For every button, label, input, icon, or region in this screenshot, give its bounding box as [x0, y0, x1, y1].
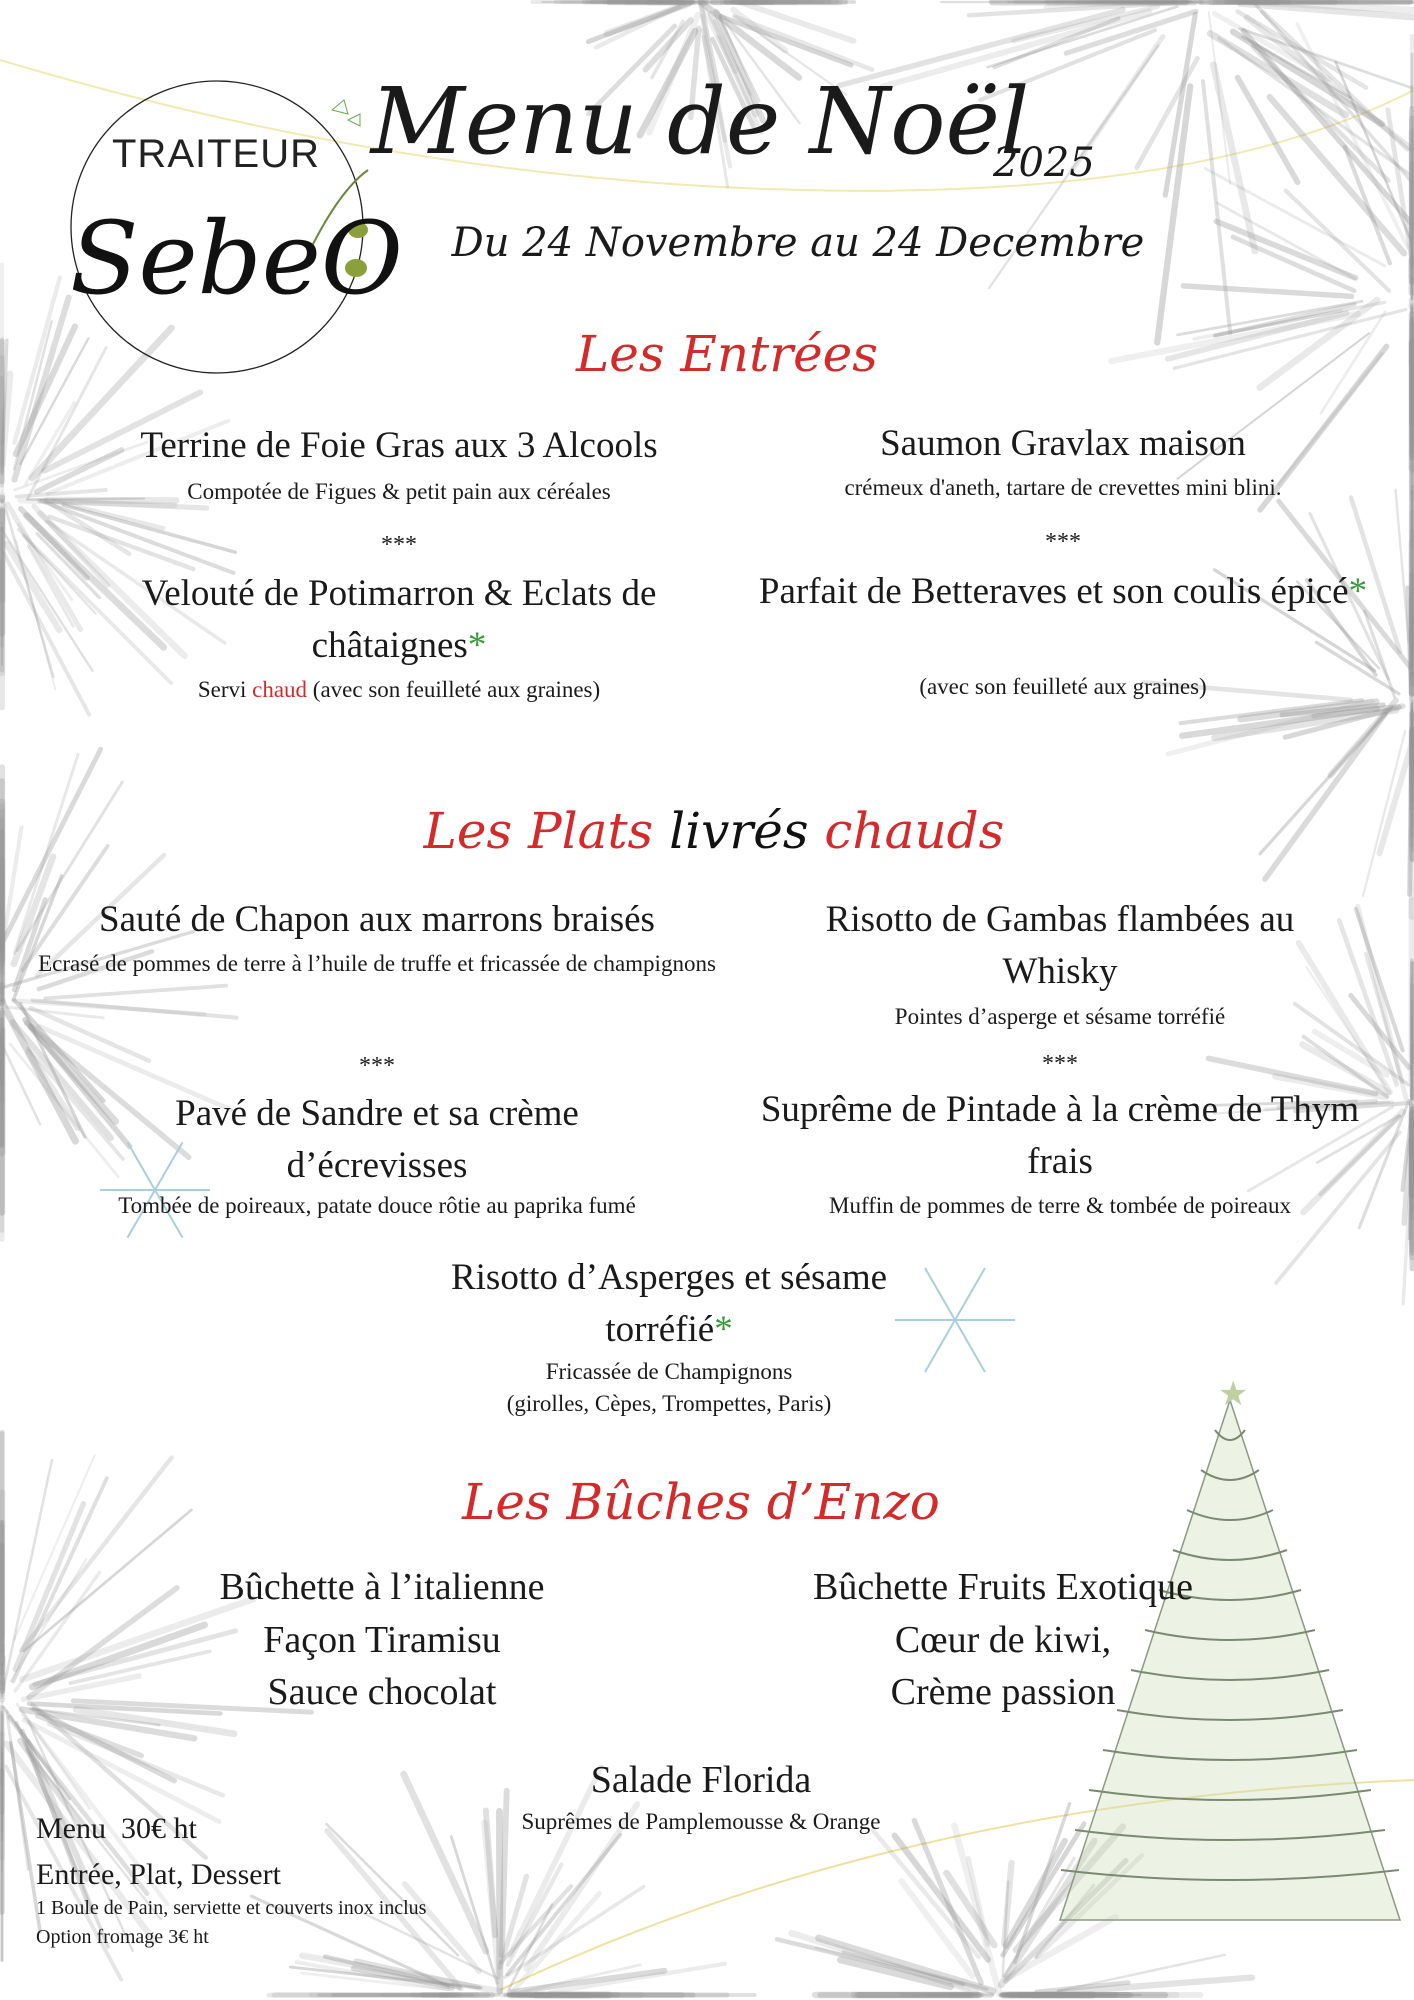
dish-description: Suprêmes de Pamplemousse & Orange: [521, 1809, 881, 1834]
separator: ***: [381, 532, 417, 558]
pine-needle: [1216, 221, 1355, 278]
dish-description: (avec son feuilleté aux graines): [919, 674, 1207, 699]
dish-description: [198, 674, 600, 706]
dish-description: (girolles, Cèpes, Trompettes, Paris): [506, 1391, 832, 1416]
dish-title: Saumon Gravlax maison: [880, 423, 1246, 464]
logo: [70, 80, 403, 380]
menu-content: Entrée, Plat, Dessert: [36, 1858, 281, 1891]
dish-title: [79, 568, 719, 672]
dessert-line: Sauce chocolat: [267, 1671, 497, 1713]
pine-needle: [2, 1460, 52, 1696]
heading-part: chauds: [824, 802, 1005, 860]
dessert-line: Façon Tiramisu: [263, 1619, 501, 1661]
dish-description: Compotée de Figues & petit pain aux céréales: [187, 479, 611, 504]
pine-needle: [45, 986, 226, 999]
desc-highlight: chaud: [252, 677, 308, 702]
page-title: Menu de Noël: [370, 68, 1030, 175]
logo-sebeo: SebeO: [70, 200, 403, 317]
date-range: Du 24 Novembre au 24 Decembre: [451, 220, 1145, 266]
menu-included: 1 Boule de Pain, serviette et couverts inox inclus: [36, 1897, 427, 1919]
pine-needle: [507, 1835, 620, 1974]
pine-needle: [404, 1774, 486, 1951]
pine-needle: [721, 17, 851, 65]
dish-title: [753, 566, 1373, 618]
dessert-line: Cœur de kiwi,: [894, 1619, 1112, 1661]
dish-title: Pavé de Sandre et sa crème d’écrevisses: [175, 1093, 579, 1186]
dish-description: Tombée de poireaux, patate douce rôtie au paprika fumé: [118, 1193, 636, 1218]
logo-traiteur: TRAITEUR: [112, 132, 320, 176]
pine-needle: [33, 1000, 237, 1017]
pine-needle: [1238, 78, 1298, 183]
vegetarian-mark: *: [1348, 571, 1368, 612]
section-heading-buches: Les Bûches d’Enzo: [462, 1473, 940, 1531]
section-heading-plats: [424, 799, 1005, 863]
pine-needle: [21, 1458, 171, 1651]
separator: ***: [359, 1053, 395, 1079]
pine-needle: [1183, 286, 1351, 296]
dish-description: Muffin de pommes de terre & tombée de poireaux: [829, 1193, 1291, 1218]
dessert-line: Bûchette à l’italienne: [219, 1566, 545, 1608]
dish-title: Terrine de Foie Gras aux 3 Alcools: [140, 425, 658, 466]
separator: ***: [1042, 1051, 1078, 1077]
pine-needle: [1363, 731, 1405, 895]
vegetarian-mark: *: [714, 1309, 733, 1350]
vegetarian-mark: *: [467, 625, 487, 666]
heading-part: Les Plats: [423, 802, 654, 860]
dish-title-text: Parfait de Betteraves et son coulis épicé: [758, 571, 1349, 612]
desc-text: (avec son feuilleté aux graines): [307, 677, 601, 702]
title-year: 2025: [993, 140, 1095, 186]
dish-title-text: Risotto d’Asperges et sésame torréfié: [450, 1257, 888, 1350]
dessert-line: Crème passion: [890, 1671, 1116, 1713]
dish-description: Ecrasé de pommes de terre à l’huile de truffe et fricassée de champignons: [38, 951, 716, 976]
pine-needle: [1279, 353, 1383, 484]
menu-option: Option fromage 3€ ht: [36, 1926, 209, 1948]
dessert-line: Bûchette Fruits Exotique: [813, 1566, 1193, 1608]
dish-description: Fricassée de Champignons: [545, 1359, 793, 1384]
pine-needle: [1265, 714, 1385, 879]
snowflake-icon: [955, 1320, 985, 1372]
menu-price: Menu 30€ ht: [36, 1812, 197, 1845]
pine-needle: [1286, 191, 1389, 291]
section-heading-entrees: Les Entrées: [576, 325, 878, 383]
pine-needle: [1379, 743, 1412, 853]
dish-title: [399, 1252, 939, 1356]
pine-needle: [739, 2, 853, 41]
dish-description: Pointes d’asperge et sésame torréfié: [894, 1004, 1226, 1029]
snowflake-icon: [955, 1268, 985, 1320]
dish-description: crémeux d'aneth, tartare de crevettes mini blini.: [844, 475, 1282, 500]
dish-title-text: Velouté de Potimarron & Eclats de châtaignes: [141, 573, 657, 666]
dish-title: Sauté de Chapon aux marrons braisés: [99, 899, 655, 940]
tree-star-icon: ★: [1218, 1376, 1249, 1413]
dish-title: Salade Florida: [590, 1759, 812, 1801]
separator: ***: [1045, 529, 1081, 555]
heading-part: livrés: [669, 802, 809, 860]
desc-text: Servi: [197, 677, 253, 702]
dish-title: Risotto de Gambas flambées au Whisky: [825, 899, 1295, 992]
dish-title: Suprême de Pintade à la crème de Thym frais: [760, 1089, 1360, 1182]
